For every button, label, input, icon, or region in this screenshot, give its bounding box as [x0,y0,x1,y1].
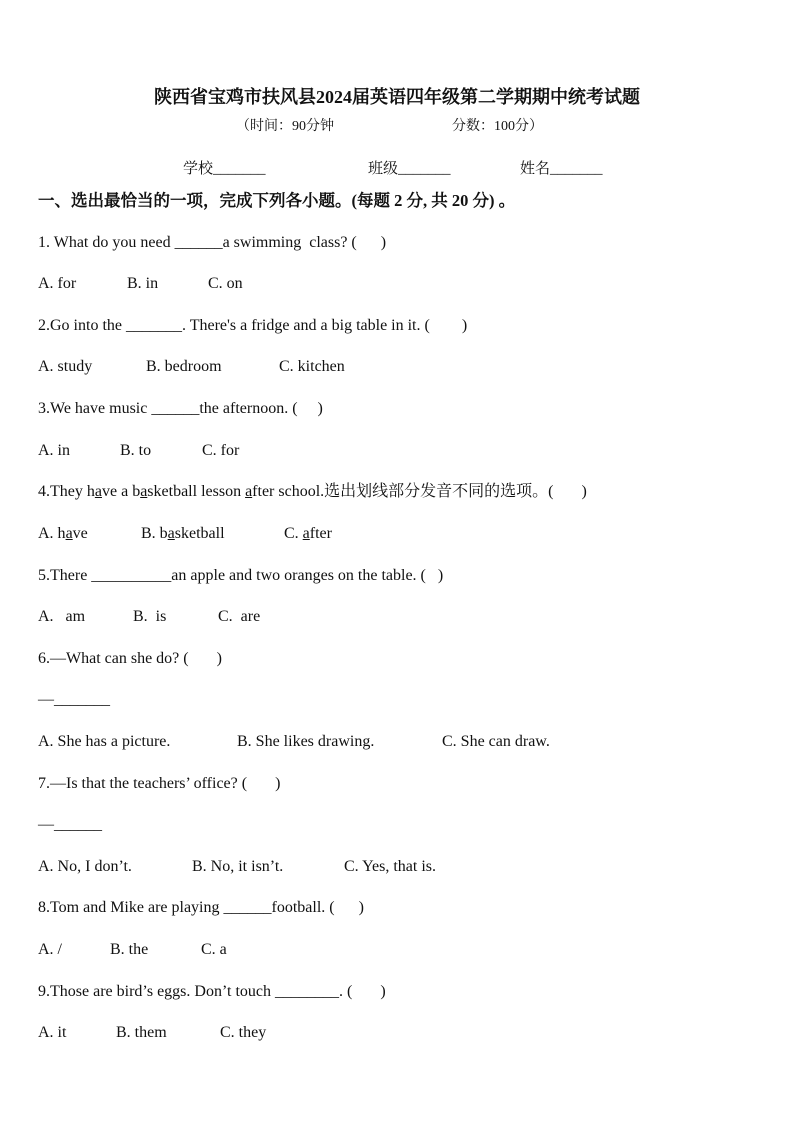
exam-time: （时间：90分钟 [236,119,334,134]
question-3-option-a: A. in [38,442,70,459]
question-8-stem: 8.Tom and Mike are playing ______football. ( ) [38,899,364,916]
question-2-option-b: B. bedroom [146,358,222,375]
school-field: 学校_______ [183,161,266,177]
question-2-option-a: A. study [38,358,93,375]
stem-text: sketball lesson [147,483,246,500]
question-4-option-a [38,524,88,544]
option-text: A. h [38,525,66,542]
underlined-letter: a [302,525,310,542]
question-9-option-a: A. it [38,1024,67,1041]
question-7-option-b: B. No, it isn’t. [192,858,284,875]
stem-text: ve a b [101,483,141,500]
underlined-letter: a [167,525,175,542]
question-1-option-c: C. on [208,275,243,292]
question-8-option-a: A. / [38,941,62,958]
question-8-option-c: C. a [201,941,227,958]
question-3-option-c: C. for [202,442,240,459]
underlined-letter: a [65,525,73,542]
question-7-answer-line: —______ [38,816,102,833]
question-7-option-c: C. Yes, that is. [344,858,437,875]
exam-score: 分数：100分） [452,119,543,134]
underlined-letter: a [245,483,253,500]
stem-text: fter school.选出划线部分发音不同的选项。( ) [252,483,587,500]
question-1-option-a: A. for [38,275,77,292]
question-2-option-c: C. kitchen [279,358,345,375]
question-5-option-c: C. are [218,608,261,625]
question-4-option-c [284,524,332,544]
question-6-answer-line: —_______ [38,691,110,708]
question-3-option-b: B. to [120,442,152,459]
section-heading: 一、选出最恰当的一项，完成下列各小题。(每题 2 分, 共 20 分) 。 [38,191,516,210]
underlined-letter: a [94,483,102,500]
underlined-letter: a [140,483,148,500]
class-field: 班级_______ [368,161,451,177]
option-text: C. [284,525,303,542]
question-9-option-b: B. them [116,1024,167,1041]
question-6-option-b: B. She likes drawing. [237,733,375,750]
question-1-option-b: B. in [127,275,159,292]
question-4-option-b [141,524,225,544]
option-text: sketball [174,525,225,542]
question-6-stem: 6.—What can she do? ( ) [38,650,222,667]
question-4-stem [38,482,587,502]
question-7-stem: 7.—Is that the teachers’ office? ( ) [38,775,281,792]
question-9-stem: 9.Those are bird’s eggs. Don’t touch ________. ( ) [38,983,386,1000]
stem-text: 4.They h [38,483,95,500]
question-6-option-c: C. She can draw. [442,733,550,750]
option-text: fter [309,525,332,542]
question-1-stem: 1. What do you need ______a swimming class? ( ) [38,234,387,251]
page-title: 陕西省宝鸡市扶风县2024届英语四年级第二学期期中统考试题 [154,87,640,107]
question-2-stem: 2.Go into the _______. There's a fridge and a big table in it. ( ) [38,317,468,334]
option-text: B. b [141,525,168,542]
question-5-option-a: A. am [38,608,86,625]
question-5-stem: 5.There __________an apple and two oranges on the table. ( ) [38,567,444,584]
question-9-option-c: C. they [220,1024,267,1041]
question-6-option-a: A. She has a picture. [38,733,171,750]
question-5-option-b: B. is [133,608,167,625]
name-field: 姓名_______ [520,161,603,177]
question-8-option-b: B. the [110,941,149,958]
question-3-stem: 3.We have music ______the afternoon. ( ) [38,400,323,417]
option-text: ve [72,525,88,542]
question-7-option-a: A. No, I don’t. [38,858,132,875]
